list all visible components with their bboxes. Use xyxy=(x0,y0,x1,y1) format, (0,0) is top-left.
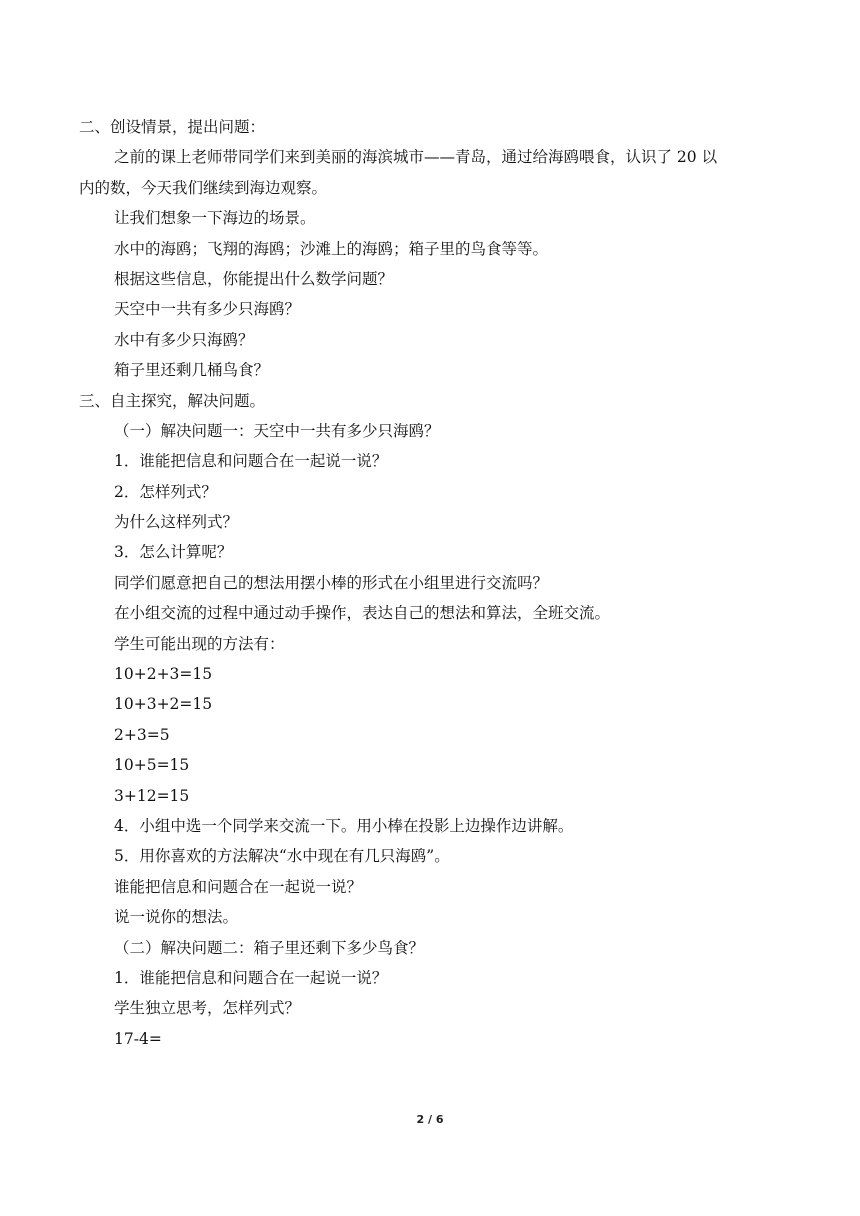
question-line: 箱子里还剩几桶鸟食？ xyxy=(114,361,270,380)
paragraph-line: 同学们愿意把自己的想法用摆小棒的形式在小组里进行交流吗？ xyxy=(114,573,549,592)
paragraph-line: 学生独立思考，怎样列式？ xyxy=(114,999,301,1018)
question-line: 天空中一共有多少只海鸥？ xyxy=(114,300,301,319)
equation-line: 17-4= xyxy=(114,1029,162,1048)
paragraph-line: 根据这些信息，你能提出什么数学问题？ xyxy=(114,269,394,288)
list-item: 3．怎么计算呢？ xyxy=(114,543,233,562)
paragraph-line: 说一说你的想法。 xyxy=(114,908,239,927)
list-item: 2．怎样列式？ xyxy=(114,482,217,501)
list-item: 5．用你喜欢的方法解决“水中现在有几只海鸥”。 xyxy=(114,847,450,866)
section-heading-3: 三、自主探究，解决问题。 xyxy=(79,391,266,410)
paragraph-line: 为什么这样列式？ xyxy=(114,513,239,532)
paragraph-line: 学生可能出现的方法有： xyxy=(114,634,285,653)
paragraph-line: 水中的海鸥；飞翔的海鸥；沙滩上的海鸥；箱子里的鸟食等等。 xyxy=(114,239,549,258)
equation-line: 10+2+3=15 xyxy=(114,665,213,684)
subsection-heading-1: （一）解决问题一：天空中一共有多少只海鸥？ xyxy=(114,421,440,440)
page-number: 2 / 6 xyxy=(416,1113,444,1126)
list-item: 1．谁能把信息和问题合在一起说一说？ xyxy=(114,968,388,987)
paragraph-line: 之前的课上老师带同学们来到美丽的海滨城市——青岛，通过给海鸥喂食，认识了 20 以 xyxy=(114,148,718,167)
document-body xyxy=(79,112,779,1054)
equation-line: 10+3+2=15 xyxy=(114,695,213,714)
paragraph-line: 谁能把信息和问题合在一起说一说？ xyxy=(114,877,363,896)
subsection-heading-2: （二）解决问题二：箱子里还剩下多少鸟食？ xyxy=(114,938,425,957)
equation-line: 2+3=5 xyxy=(114,725,170,744)
equation-line: 10+5=15 xyxy=(114,756,190,775)
list-item: 4．小组中选一个同学来交流一下。用小棒在投影上边操作边讲解。 xyxy=(114,816,574,835)
paragraph-line: 在小组交流的过程中通过动手操作，表达自己的想法和算法，全班交流。 xyxy=(114,604,611,623)
section-heading-2: 二、创设情景，提出问题： xyxy=(79,118,266,136)
list-item: 1．谁能把信息和问题合在一起说一说？ xyxy=(114,452,388,471)
question-line: 水中有多少只海鸥？ xyxy=(114,330,254,349)
equation-line: 3+12=15 xyxy=(114,786,190,805)
paragraph-line: 内的数，今天我们继续到海边观察。 xyxy=(79,178,328,197)
paragraph-line: 让我们想象一下海边的场景。 xyxy=(114,209,316,228)
